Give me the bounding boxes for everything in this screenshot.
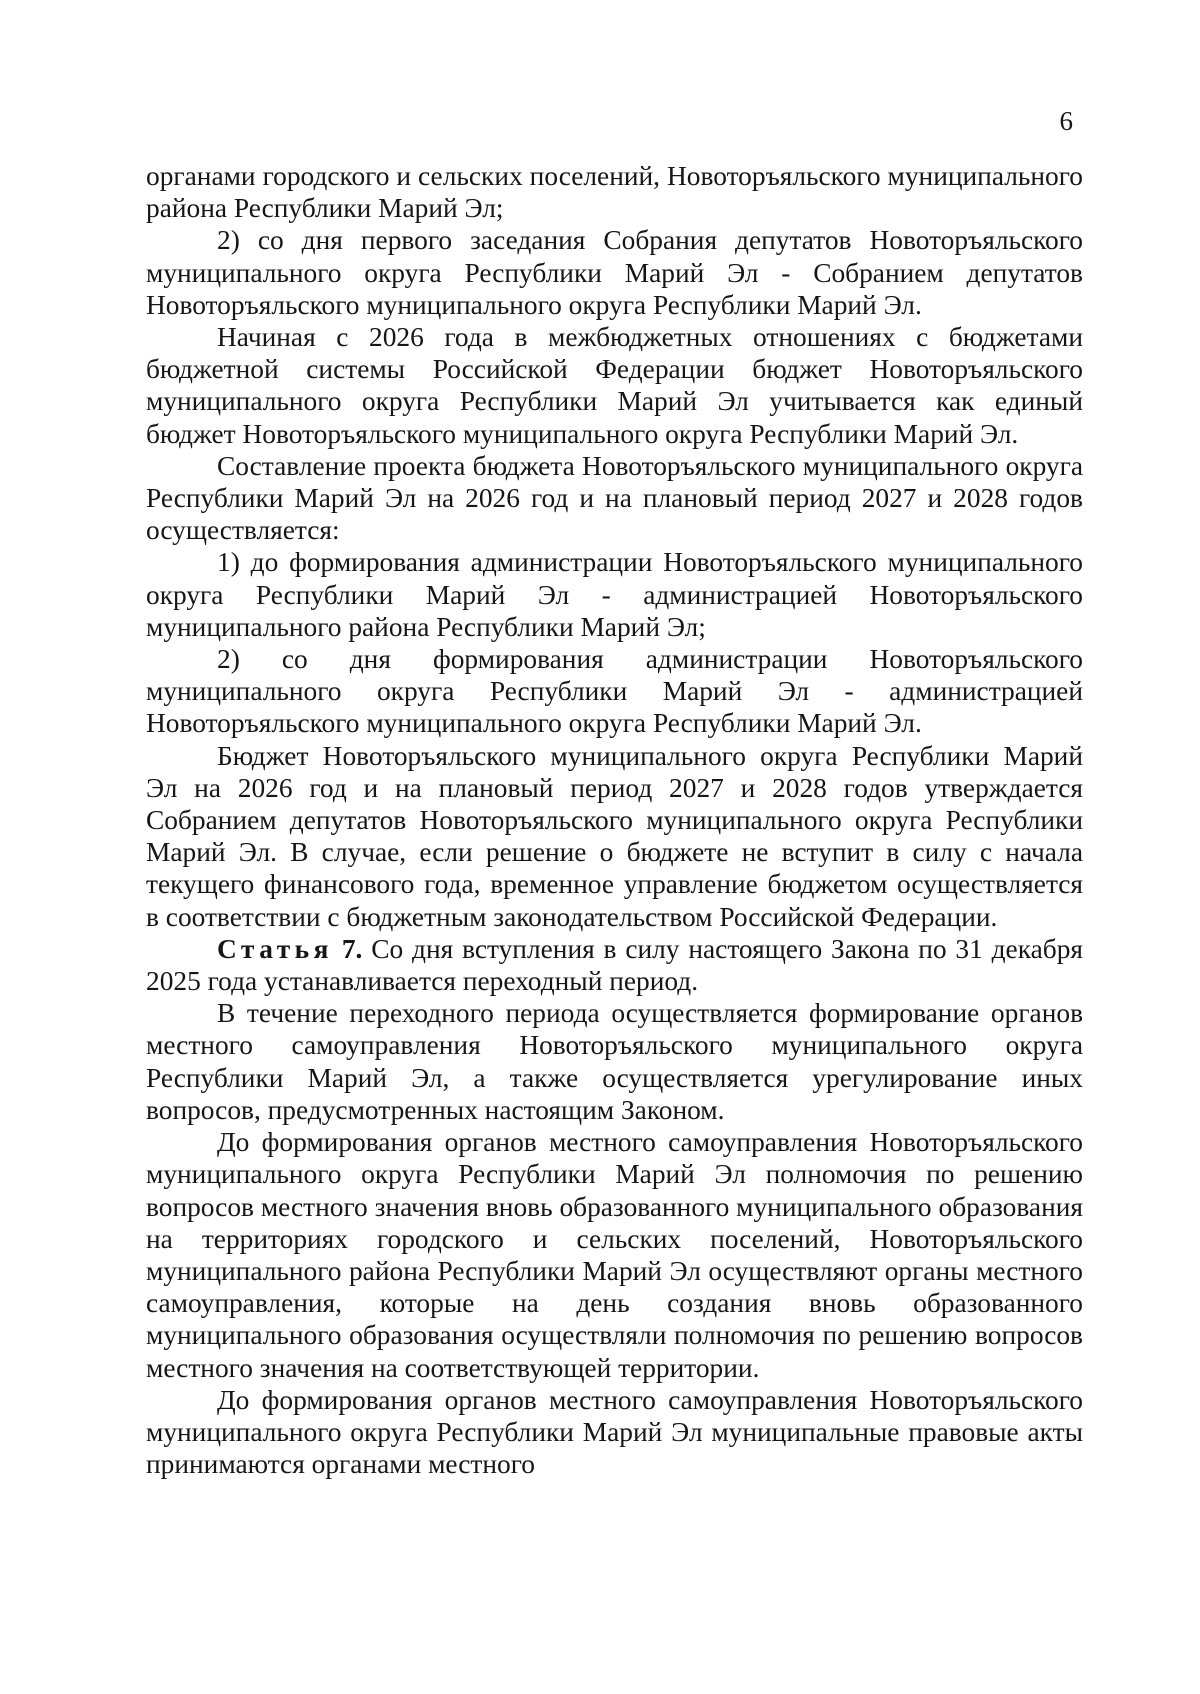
- paragraph-budget-approval: Бюджет Новоторъяльского муниципального округа Республики Марий Эл на 2026 год и на плановый период 2027 и 2028 годов утверждается Собранием депутатов Новоторъяльского муниципального округа Республики Марий Эл. В случае, если решение о бюджете не вступит в силу с начала текущего финансового года, временное управление бюджетом осуществляется в соответствии с бюджетным законодательством Российской Федерации.: [146, 740, 1083, 932]
- article-label: Статья: [217, 933, 333, 964]
- document-body: [146, 160, 1083, 1480]
- paragraph-article-7: [146, 933, 1083, 997]
- paragraph-budget-draft: Составление проекта бюджета Новоторъяльского муниципального округа Республики Марий Эл на 2026 год и на плановый период 2027 и 2028 годов осуществляется:: [146, 450, 1083, 546]
- page-number: 6: [1059, 106, 1073, 136]
- paragraph-local-powers: До формирования органов местного самоуправления Новоторъяльского муниципального округа Республики Марий Эл полномочия по решению вопросов местного значения вновь образованного муниципального образования на территориях городского и сельских поселений, Новоторъяльского муниципального района Республики Марий Эл осуществляют органы местного самоуправления, которые на день создания вновь образованного муниципального образования осуществляли полномочия по решению вопросов местного значения на соответствующей территории.: [146, 1127, 1083, 1383]
- article-text: Со дня вступления в силу настоящего Закона по 31 декабря 2025 года устанавливается переходный период.: [146, 933, 1083, 997]
- paragraph-list-item: 2) со дня первого заседания Собрания депутатов Новоторъяльского муниципального округа Республики Марий Эл - Собранием депутатов Новоторъяльского муниципального округа Республики Марий Эл.: [146, 225, 1083, 320]
- paragraph-legal-acts: До формирования органов местного самоуправления Новоторъяльского муниципального округа Республики Марий Эл муниципальные правовые акты принимаются органами местного: [146, 1384, 1083, 1480]
- paragraph-list-item: 2) со дня формирования администрации Новоторъяльского муниципального округа Республики Марий Эл - администрацией Новоторъяльского муниципального округа Республики Марий Эл.: [146, 644, 1083, 739]
- paragraph-continuation: органами городского и сельских поселений, Новоторъяльского муниципального района Республики Марий Эл;: [146, 161, 1083, 224]
- paragraph-list-item: 1) до формирования администрации Новоторъяльского муниципального округа Республики Марий Эл - администрацией Новоторъяльского муниципального района Республики Марий Эл;: [146, 547, 1083, 642]
- paragraph-budget-2026: Начиная с 2026 года в межбюджетных отношениях с бюджетами бюджетной системы Российской Федерации бюджет Новоторъяльского муниципального округа Республики Марий Эл учитывается как единый бюджет Новоторъяльского муниципального округа Республики Марий Эл.: [146, 322, 1083, 449]
- article-number: 7.: [341, 933, 363, 964]
- paragraph-transition-period: В течение переходного периода осуществляется формирование органов местного самоуправления Новоторъяльского муниципального округа Республики Марий Эл, а также осуществляется урегулирование иных вопросов, предусмотренных настоящим Законом.: [146, 998, 1083, 1125]
